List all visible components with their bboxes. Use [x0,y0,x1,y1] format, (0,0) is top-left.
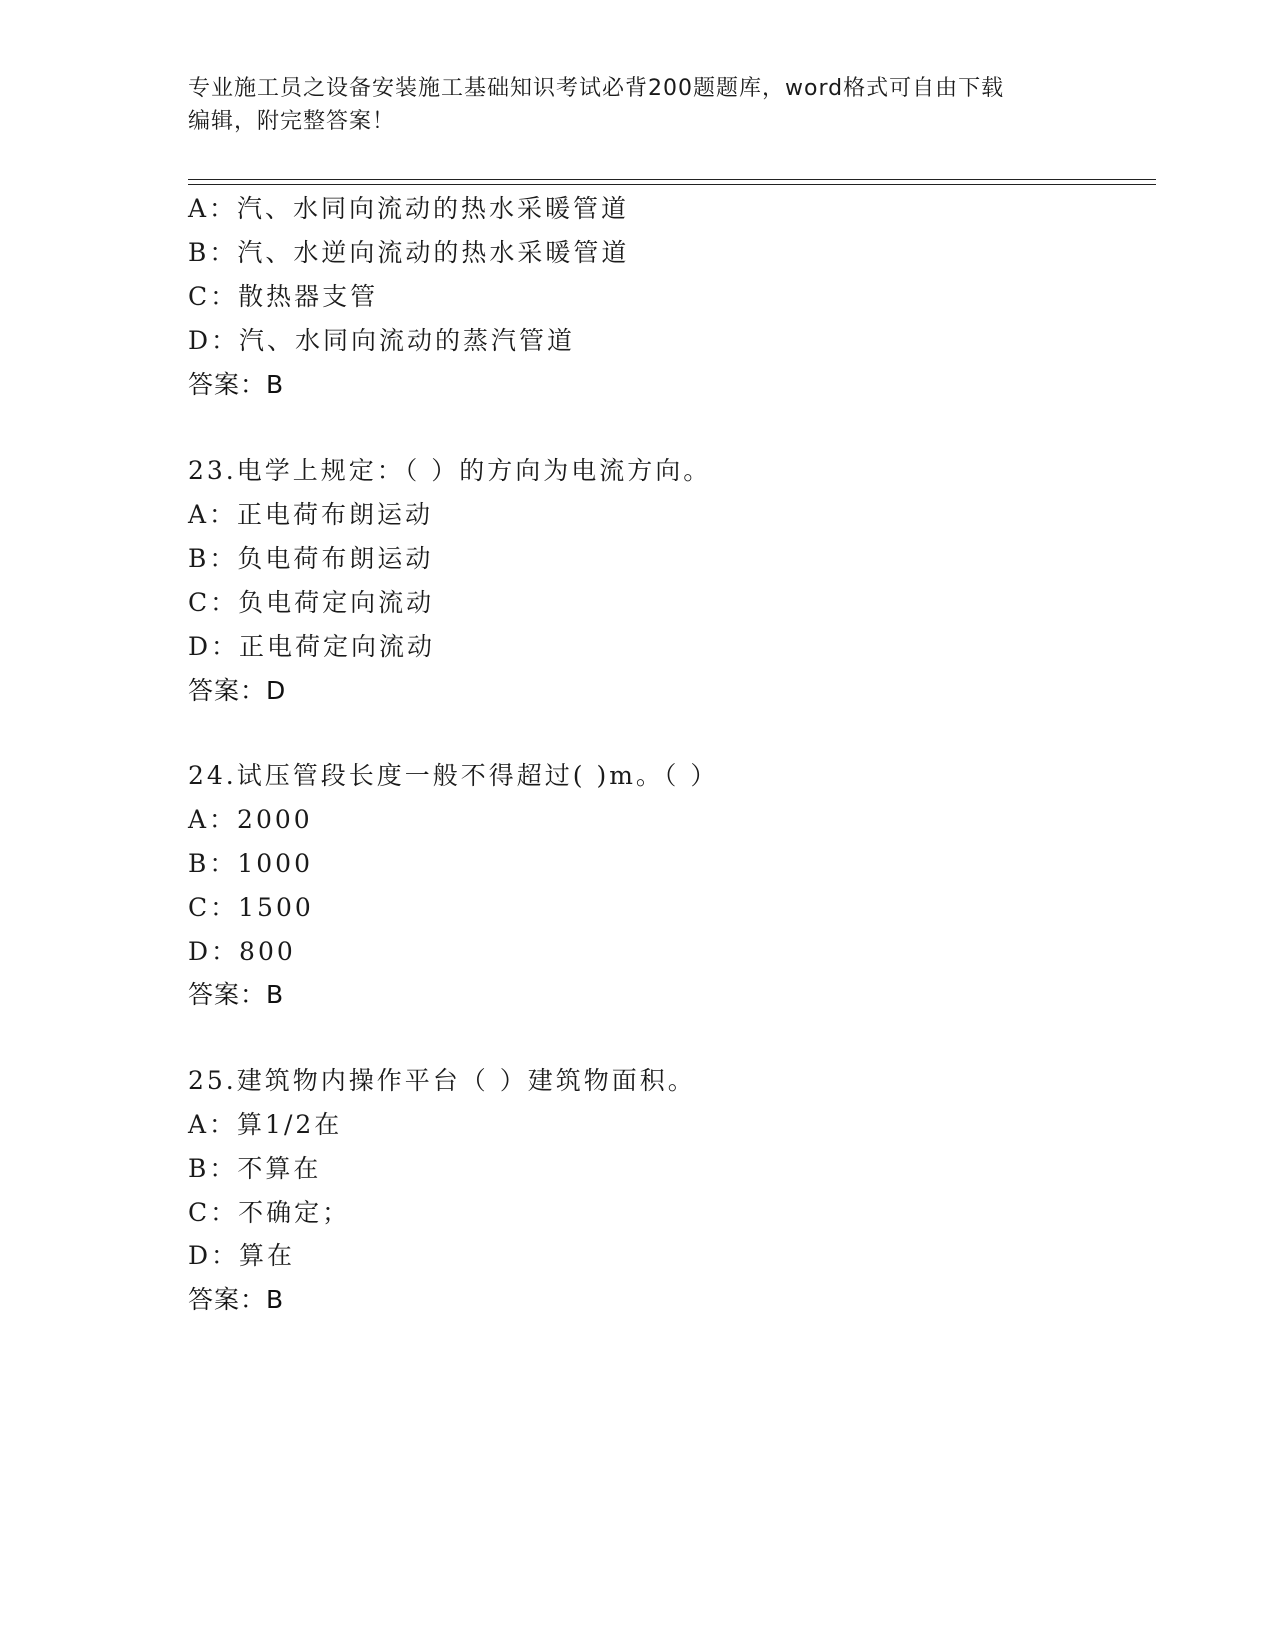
header-divider-bottom [188,184,1156,185]
q22-option-c: C：散热器支管 [188,282,379,311]
header-line-1: 专业施工员之设备安装施工基础知识考试必背200题题库，word格式可自由下载 [188,76,1005,101]
header-divider-top [188,179,1156,180]
q23-option-c: C：负电荷定向流动 [188,588,435,617]
q25-option-a: A：算1/2在 [188,1110,343,1139]
q24-question: 24.试压管段长度一般不得超过( )m。（ ） [188,761,719,790]
q22-answer: 答案：B [188,370,285,399]
q25-answer: 答案：B [188,1285,285,1314]
q25-question: 25.建筑物内操作平台（ ）建筑物面积。 [188,1066,696,1095]
q24-option-a: A：2000 [188,805,313,834]
header-line-2: 编辑，附完整答案！ [188,109,396,134]
document-header [188,72,1088,138]
q23-option-d: D：正电荷定向流动 [188,632,436,661]
q23-option-a: A：正电荷布朗运动 [188,500,434,529]
q24-answer: 答案：B [188,980,285,1009]
q25-option-d: D：算在 [188,1241,296,1270]
q24-option-d: D：800 [188,937,296,966]
q25-option-c: C：不确定； [188,1198,351,1227]
q22-option-d: D：汽、水同向流动的蒸汽管道 [188,326,576,355]
q23-option-b: B：负电荷布朗运动 [188,544,434,573]
q24-option-b: B：1000 [188,849,313,878]
q25-option-b: B：不算在 [188,1154,322,1183]
q23-answer: 答案：D [188,676,287,705]
q22-option-b: B：汽、水逆向流动的热水采暖管道 [188,238,630,267]
q22-option-a: A：汽、水同向流动的热水采暖管道 [188,194,630,223]
q24-option-c: C：1500 [188,893,314,922]
q23-question: 23.电学上规定：（ ）的方向为电流方向。 [188,456,712,485]
